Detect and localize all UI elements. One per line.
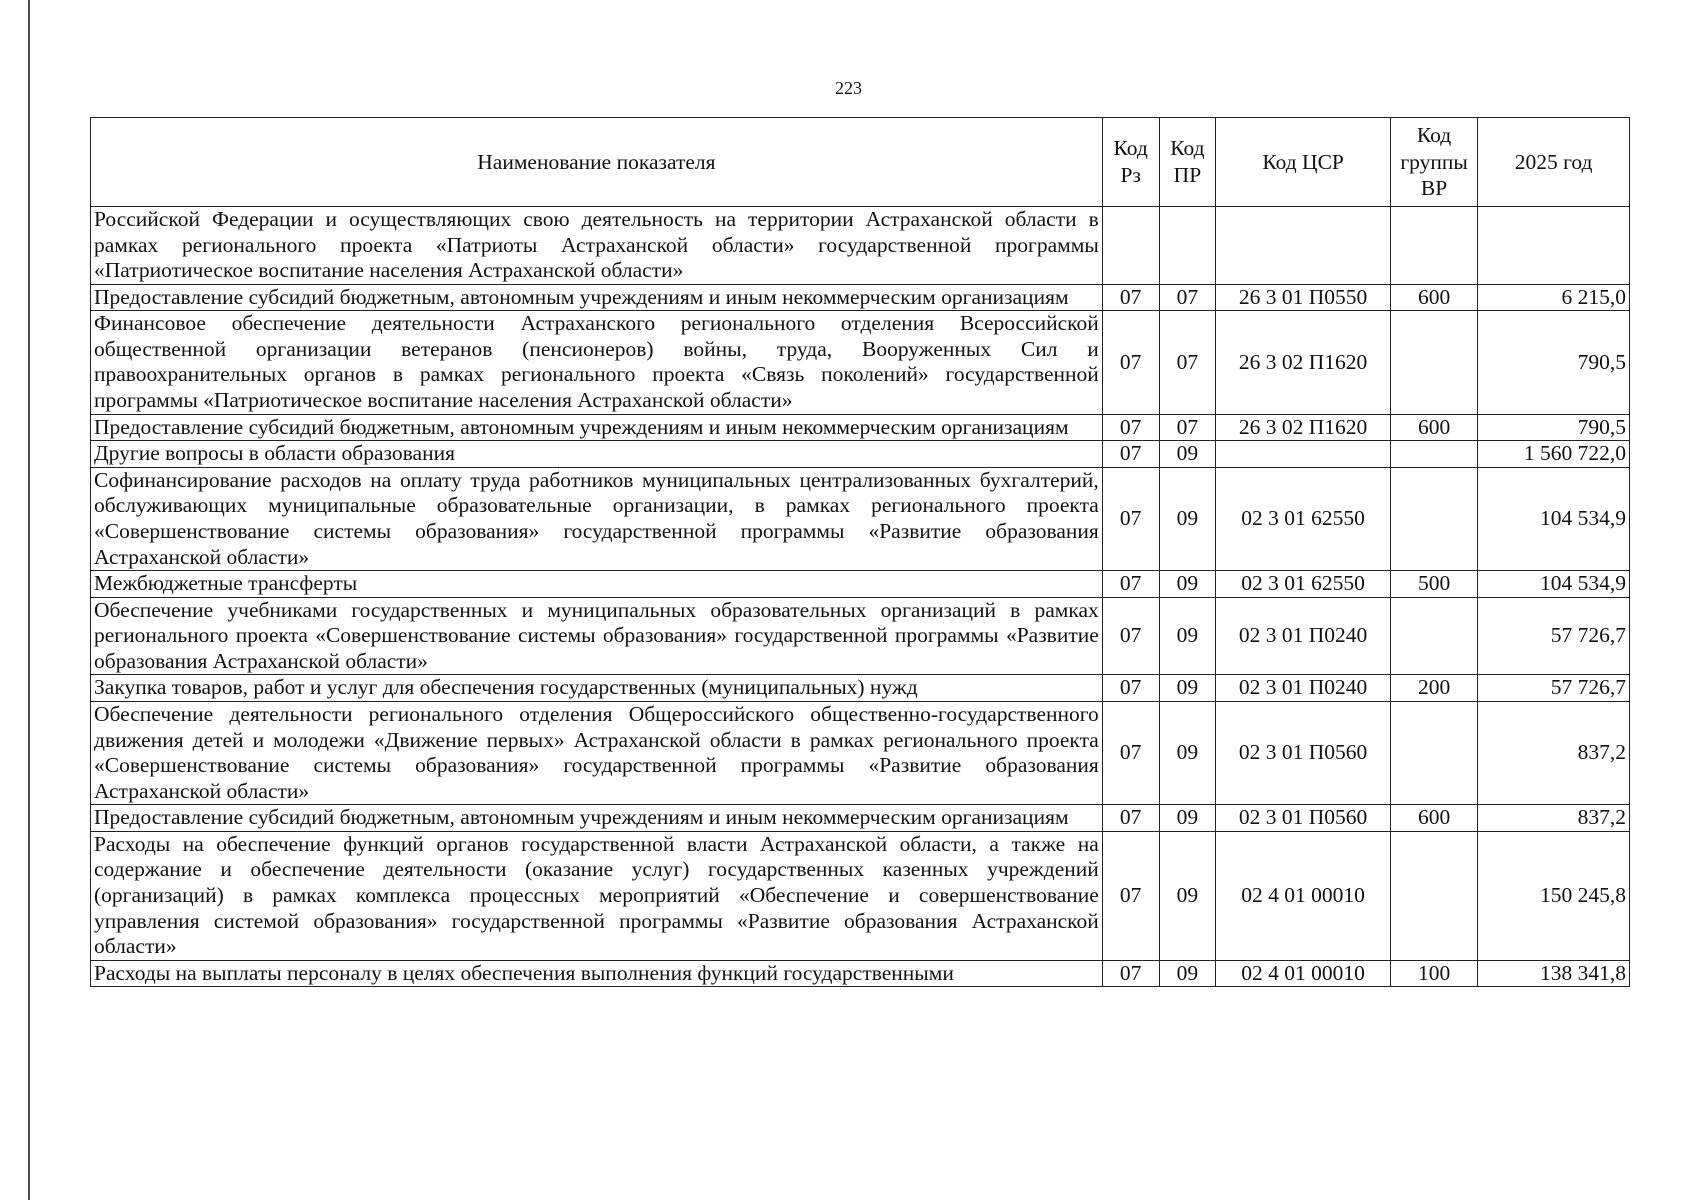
- cell-rz: 07: [1102, 675, 1159, 702]
- cell-pr: 09: [1159, 960, 1216, 987]
- cell-amount: 104 534,9: [1478, 467, 1630, 570]
- cell-vr: [1390, 311, 1477, 414]
- cell-amount: 6 215,0: [1478, 284, 1630, 311]
- header-pr: Код ПР: [1159, 118, 1216, 207]
- cell-pr: 07: [1159, 311, 1216, 414]
- cell-name: Предоставление субсидий бюджетным, автономным учреждениям и иным некоммерческим организациям: [91, 284, 1103, 311]
- cell-amount: 837,2: [1478, 805, 1630, 832]
- cell-vr: 600: [1390, 805, 1477, 832]
- cell-vr: [1390, 467, 1477, 570]
- cell-name: Закупка товаров, работ и услуг для обеспечения государственных (муниципальных) нужд: [91, 675, 1103, 702]
- cell-rz: 07: [1102, 701, 1159, 804]
- header-rz: Код Рз: [1102, 118, 1159, 207]
- cell-csr: 02 3 01 П0240: [1216, 675, 1391, 702]
- cell-pr: 09: [1159, 831, 1216, 960]
- cell-csr: 02 3 01 П0560: [1216, 701, 1391, 804]
- cell-rz: 07: [1102, 284, 1159, 311]
- table-row: [91, 831, 1630, 960]
- cell-pr: 09: [1159, 805, 1216, 832]
- cell-name: Другие вопросы в области образования: [91, 441, 1103, 468]
- cell-pr: 09: [1159, 701, 1216, 804]
- table-row: [91, 414, 1630, 441]
- page-margin-line: [28, 0, 30, 1200]
- cell-pr: 09: [1159, 441, 1216, 468]
- cell-amount: [1478, 207, 1630, 285]
- table-row: [91, 960, 1630, 987]
- header-year: 2025 год: [1478, 118, 1630, 207]
- cell-csr: 02 4 01 00010: [1216, 960, 1391, 987]
- cell-amount: 790,5: [1478, 414, 1630, 441]
- table-row: [91, 597, 1630, 675]
- cell-vr: 500: [1390, 571, 1477, 598]
- table-row: [91, 701, 1630, 804]
- cell-name: Межбюджетные трансферты: [91, 571, 1103, 598]
- budget-table: [90, 117, 1630, 987]
- table-row: [91, 207, 1630, 285]
- cell-pr: [1159, 207, 1216, 285]
- header-name: Наименование показателя: [91, 118, 1103, 207]
- cell-name: Предоставление субсидий бюджетным, автономным учреждениям и иным некоммерческим организациям: [91, 805, 1103, 832]
- cell-vr: 100: [1390, 960, 1477, 987]
- table-row: [91, 675, 1630, 702]
- cell-pr: 09: [1159, 597, 1216, 675]
- cell-name: Софинансирование расходов на оплату труда работников муниципальных централизованных бухгалтерий, обслуживающих муниципальные образовательные организации, в рамках регионального проекта «Совершенствование системы образования» государственной программы «Развитие образования Астраханской области»: [91, 467, 1103, 570]
- page-number: 223: [835, 78, 862, 98]
- cell-vr: [1390, 441, 1477, 468]
- cell-amount: 104 534,9: [1478, 571, 1630, 598]
- table-row: [91, 311, 1630, 414]
- cell-amount: 1 560 722,0: [1478, 441, 1630, 468]
- cell-rz: 07: [1102, 960, 1159, 987]
- cell-csr: 26 3 02 П1620: [1216, 311, 1391, 414]
- table-row: [91, 467, 1630, 570]
- header-csr: Код ЦСР: [1216, 118, 1391, 207]
- cell-amount: 57 726,7: [1478, 597, 1630, 675]
- cell-amount: 138 341,8: [1478, 960, 1630, 987]
- cell-name: Расходы на выплаты персоналу в целях обеспечения выполнения функций государственными: [91, 960, 1103, 987]
- cell-name: Расходы на обеспечение функций органов государственной власти Астраханской области, а также на содержание и обеспечение деятельности (оказание услуг) государственных казенных учреждений (организаций) в рамках комплекса процессных мероприятий «Обеспечение и совершенствование управления системой образования» государственной программы «Развитие образования Астраханской области»: [91, 831, 1103, 960]
- cell-rz: 07: [1102, 441, 1159, 468]
- cell-vr: 600: [1390, 414, 1477, 441]
- cell-csr: 02 4 01 00010: [1216, 831, 1391, 960]
- cell-pr: 09: [1159, 467, 1216, 570]
- cell-vr: [1390, 701, 1477, 804]
- table-body: [91, 207, 1630, 987]
- cell-amount: 837,2: [1478, 701, 1630, 804]
- cell-csr: 02 3 01 П0560: [1216, 805, 1391, 832]
- table-row: [91, 805, 1630, 832]
- cell-vr: [1390, 207, 1477, 285]
- cell-csr: [1216, 441, 1391, 468]
- cell-csr: 02 3 01 62550: [1216, 571, 1391, 598]
- cell-pr: 09: [1159, 675, 1216, 702]
- cell-pr: 07: [1159, 414, 1216, 441]
- table-header-row: [91, 118, 1630, 207]
- cell-pr: 09: [1159, 571, 1216, 598]
- cell-name: Российской Федерации и осуществляющих свою деятельность на территории Астраханской области в рамках регионального проекта «Патриоты Астраханской области» государственной программы «Патриотическое воспитание населения Астраханской области»: [91, 207, 1103, 285]
- cell-rz: [1102, 207, 1159, 285]
- cell-vr: 600: [1390, 284, 1477, 311]
- table-row: [91, 571, 1630, 598]
- cell-csr: 02 3 01 П0240: [1216, 597, 1391, 675]
- table-row: [91, 284, 1630, 311]
- header-vr: Код группы ВР: [1390, 118, 1477, 207]
- cell-name: Финансовое обеспечение деятельности Астраханского регионального отделения Всероссийской общественной организации ветеранов (пенсионеров) войны, труда, Вооруженных Сил и правоохранительных органов в рамках регионального проекта «Связь поколений» государственной программы «Патриотическое воспитание населения Астраханской области»: [91, 311, 1103, 414]
- cell-csr: 26 3 01 П0550: [1216, 284, 1391, 311]
- cell-rz: 07: [1102, 831, 1159, 960]
- cell-csr: [1216, 207, 1391, 285]
- cell-rz: 07: [1102, 414, 1159, 441]
- cell-rz: 07: [1102, 805, 1159, 832]
- cell-vr: [1390, 597, 1477, 675]
- cell-amount: 150 245,8: [1478, 831, 1630, 960]
- cell-rz: 07: [1102, 597, 1159, 675]
- cell-vr: [1390, 831, 1477, 960]
- cell-pr: 07: [1159, 284, 1216, 311]
- cell-rz: 07: [1102, 467, 1159, 570]
- cell-csr: 26 3 02 П1620: [1216, 414, 1391, 441]
- cell-name: Обеспечение учебниками государственных и муниципальных образовательных организаций в рамках регионального проекта «Совершенствование системы образования» государственной программы «Развитие образования Астраханской области»: [91, 597, 1103, 675]
- cell-csr: 02 3 01 62550: [1216, 467, 1391, 570]
- cell-name: Предоставление субсидий бюджетным, автономным учреждениям и иным некоммерческим организациям: [91, 414, 1103, 441]
- cell-rz: 07: [1102, 571, 1159, 598]
- cell-amount: 790,5: [1478, 311, 1630, 414]
- cell-amount: 57 726,7: [1478, 675, 1630, 702]
- table-row: [91, 441, 1630, 468]
- cell-vr: 200: [1390, 675, 1477, 702]
- cell-rz: 07: [1102, 311, 1159, 414]
- cell-name: Обеспечение деятельности регионального отделения Общероссийского общественно-государственного движения детей и молодежи «Движение первых» Астраханской области в рамках регионального проекта «Совершенствование системы образования» государственной программы «Развитие образования Астраханской области»: [91, 701, 1103, 804]
